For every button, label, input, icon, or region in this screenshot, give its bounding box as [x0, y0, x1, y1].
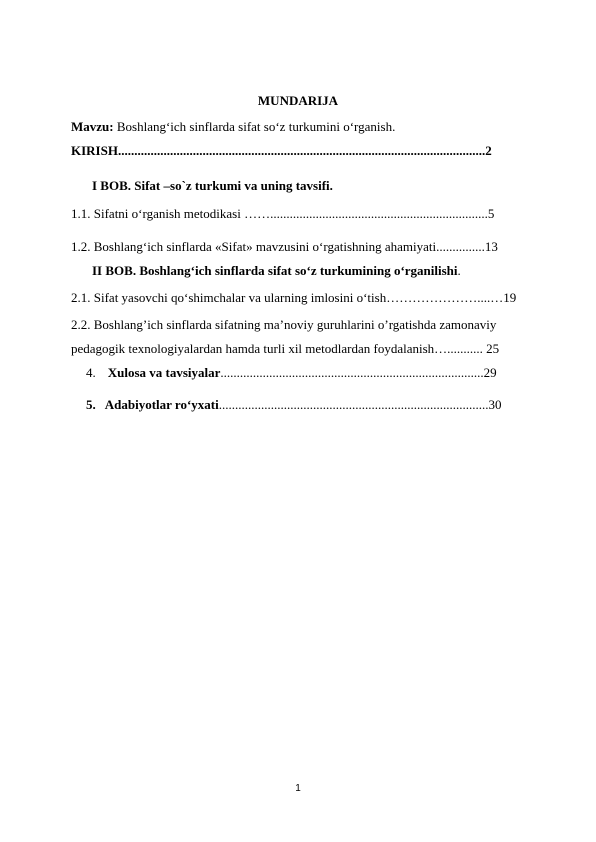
page-number: 1 [295, 783, 301, 794]
toc-entry-4-dots: .................................................................................29 [220, 365, 497, 380]
toc-chapter-2-title: II BOB. Boshlang‘ich sinflarda sifat so‘z turkumining o‘rganilishi [92, 263, 458, 278]
topic-line [71, 119, 395, 135]
toc-entry-5-label: Adabiyotlar ro‘yxati [104, 397, 219, 412]
topic-label: Mavzu: [71, 119, 114, 134]
toc-entry-2-2-line1: 2.2. Boshlang’ich sinflarda sifatning ma’noviy guruhlarini o’rgatishda zamonaviy [71, 317, 497, 332]
toc-entry-1-1: 1.1. Sifatni o‘rganish metodikasi ……...................................................................5 [71, 206, 495, 221]
toc-entry-1-2: 1.2. Boshlang‘ich sinflarda «Sifat» mavzusini o‘rgatishning ahamiyati...............13 [71, 239, 498, 254]
toc-entry-4 [86, 365, 497, 381]
toc-entry-kirish: KIRISH.................................................................................................................2 [71, 143, 492, 158]
toc-entry-5-number: 5. [86, 397, 96, 412]
toc-chapter-1: I BOB. Sifat –so`z turkumi va uning tavsifi. [92, 178, 333, 193]
toc-entry-4-label: Xulosa va tavsiyalar [107, 365, 221, 380]
toc-entry-5-dots: ...................................................................................30 [218, 397, 502, 412]
toc-entry-2-1: 2.1. Sifat yasovchi qo‘shimchalar va ularning imlosini o‘tish…………………....…19 [71, 290, 517, 305]
toc-entry-4-number: 4. [86, 365, 96, 380]
toc-chapter-2 [92, 263, 461, 279]
toc-chapter-2-suffix: . [457, 263, 461, 278]
toc-entry-5 [86, 397, 502, 413]
page-title: MUNDARIJA [257, 93, 339, 108]
toc-entry-2-2-line2: pedagogik texnologiyalardan hamda turli xil metodlardan foydalanish…........... 25 [71, 341, 500, 356]
topic-text: Boshlang‘ich sinflarda sifat so‘z turkumini o‘rganish. [113, 119, 396, 134]
